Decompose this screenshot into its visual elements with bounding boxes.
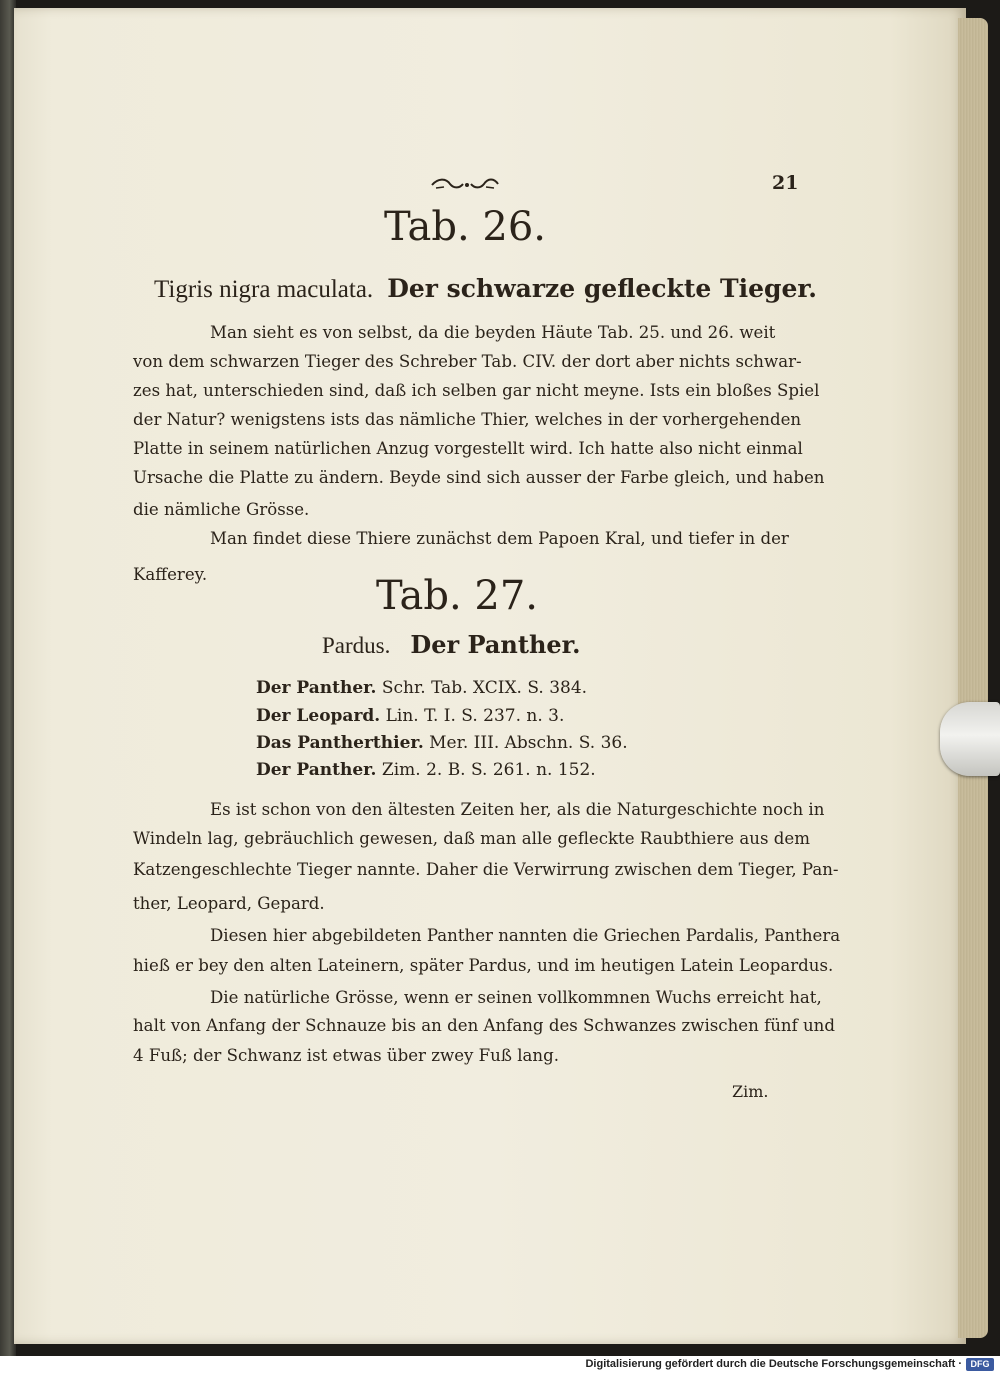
text-line: Katzengeschlechte Tieger nannte. Daher die Verwirrung zwischen dem Tieger, Pan-: [133, 860, 839, 879]
text-line: die nämliche Grösse.: [133, 500, 310, 519]
heading-tab-26: Tab. 26.: [383, 204, 547, 250]
page-number: 21: [772, 172, 799, 194]
german-name: Der Panther.: [410, 630, 581, 659]
synonym-name: Der Panther.: [256, 678, 377, 698]
synonym-name: Der Leopard.: [256, 706, 381, 726]
text-line: hieß er bey den alten Lateinern, später Pardus, und im heutigen Latein Leopardus.: [133, 956, 834, 975]
text-line: Man findet diese Thiere zunächst dem Papoen Kral, und tiefer in der: [210, 529, 789, 548]
dfg-logo[interactable]: DFG: [966, 1358, 994, 1371]
catchword: Zim.: [732, 1082, 769, 1101]
synonym-name: Das Pantherthier.: [256, 733, 424, 753]
heading-tab-27: Tab. 27.: [375, 573, 539, 619]
synonym-reference: Schr. Tab. XCIX. S. 384.: [381, 678, 588, 698]
page-clip: [940, 702, 1000, 776]
text-line: Ursache die Platte zu ändern. Beyde sind sich ausser der Farbe gleich, und haben: [133, 468, 825, 487]
footer-bar: [0, 1356, 1000, 1374]
text-line: Es ist schon von den ältesten Zeiten her, als die Naturgeschichte noch in: [210, 800, 825, 819]
latin-name: Tigris nigra maculata.: [154, 276, 374, 303]
funding-notice: Digitalisierung gefördert durch die Deutsche Forschungsgemeinschaft ·: [585, 1358, 962, 1370]
text-line: Die natürliche Grösse, wenn er seinen vollkommnen Wuchs erreicht hat,: [210, 988, 822, 1007]
text-line: Diesen hier abgebildeten Panther nannten die Griechen Pardalis, Panthera: [210, 926, 841, 945]
synonym-entry: [256, 706, 564, 726]
ornament-icon: [430, 176, 500, 192]
synonym-entry: [256, 678, 587, 698]
text-line: Man sieht es von selbst, da die beyden Häute Tab. 25. und 26. weit: [210, 323, 776, 342]
text-line: Windeln lag, gebräuchlich gewesen, daß man alle gefleckte Raubthiere aus dem: [133, 829, 810, 848]
synonym-reference: Lin. T. I. S. 237. n. 3.: [385, 706, 565, 726]
text-line: Kafferey.: [133, 565, 208, 584]
subheading-tab-27: [322, 630, 580, 659]
text-line: halt von Anfang der Schnauze bis an den Anfang des Schwanzes zwischen fünf und: [133, 1016, 835, 1035]
text-line: 4 Fuß; der Schwanz ist etwas über zwey Fuß lang.: [133, 1046, 560, 1065]
synonym-reference: Zim. 2. B. S. 261. n. 152.: [381, 760, 596, 780]
synonym-reference: Mer. III. Abschn. S. 36.: [429, 733, 628, 753]
text-line: zes hat, unterschieden sind, daß ich selben gar nicht meyne. Ists ein bloßes Spiel: [133, 381, 820, 400]
synonym-entry: [256, 733, 628, 753]
page-stack-edges: [958, 18, 988, 1338]
synonym-entry: [256, 760, 596, 780]
text-line: Platte in seinem natürlichen Anzug vorgestellt wird. Ich hatte also nicht einmal: [133, 439, 803, 458]
text-line: ther, Leopard, Gepard.: [133, 894, 325, 913]
subheading-tab-26: [154, 274, 817, 304]
german-name: Der schwarze gefleckte Tieger.: [387, 274, 817, 303]
synonym-name: Der Panther.: [256, 760, 377, 780]
text-line: von dem schwarzen Tieger des Schreber Tab. CIV. der dort aber nichts schwar-: [133, 352, 802, 371]
text-line: der Natur? wenigstens ists das nämliche Thier, welches in der vorhergehenden: [133, 410, 802, 429]
latin-name: Pardus.: [322, 633, 391, 658]
